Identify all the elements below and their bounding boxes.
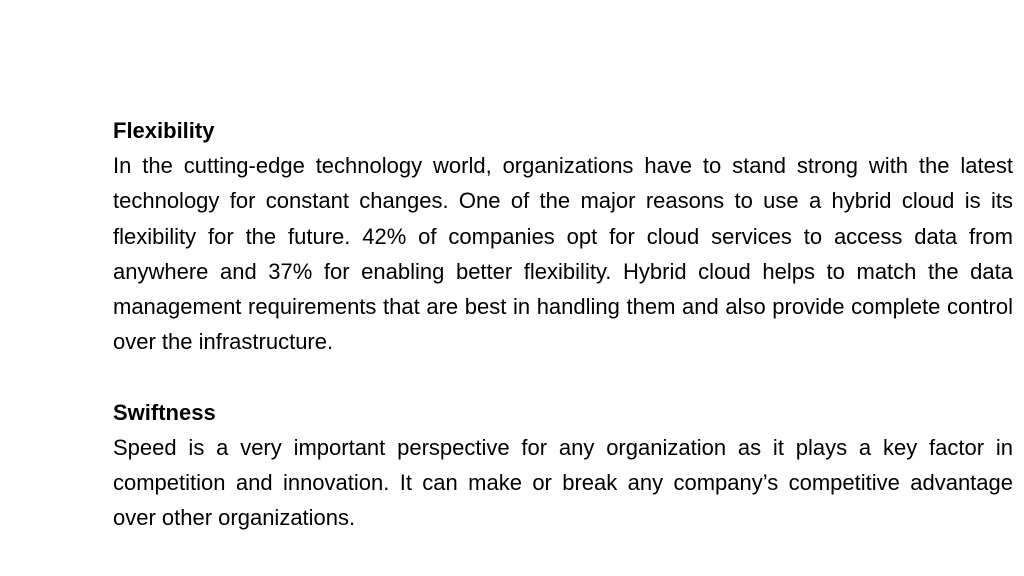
section-flexibility bbox=[113, 113, 1013, 360]
document-content bbox=[113, 113, 1013, 536]
section-heading: Swiftness bbox=[113, 399, 216, 425]
section-heading: Flexibility bbox=[113, 118, 215, 143]
section-paragraph: Speed is a very important perspective for any organization as it plays a key factor in competition and innovation. It can make or break any company’s competitive advantage over other organizations. bbox=[113, 434, 1013, 531]
section-paragraph: In the cutting-edge technology world, organizations have to stand strong with the latest technology for constant changes. One of the major reasons to use a hybrid cloud is its flexibility for the future. 42% of companies opt for cloud services to access data from anywhere and 37% for enabling better flexibility. Hybrid cloud helps to match the data management requirements that are best in handling them and also provide complete control over the infrastructure. bbox=[113, 153, 1013, 355]
section-swiftness bbox=[113, 395, 1013, 536]
